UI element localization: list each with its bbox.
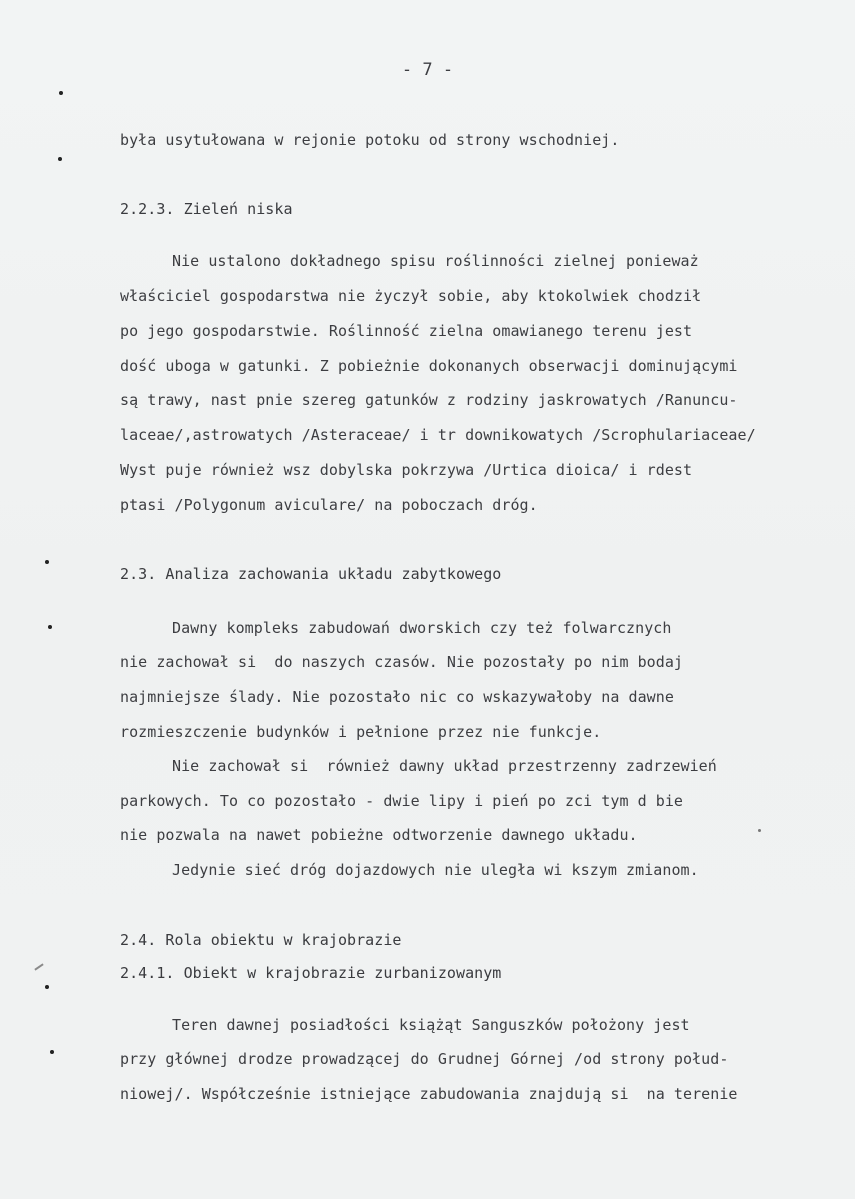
body-line: najmniejsze ślady. Nie pozostało nic co wskazywałoby na dawne (120, 688, 674, 706)
body-line: Teren dawnej posiadłości książąt Sanguszków położony jest (172, 1016, 690, 1034)
margin-dot (45, 985, 49, 989)
body-line: przy głównej drodze prowadzącej do Grudnej Górnej /od strony połud- (120, 1050, 729, 1068)
body-line: Nie ustalono dokładnego spisu roślinności zielnej ponieważ (172, 252, 699, 270)
body-line: parkowych. To co pozostało - dwie lipy i pień po zci tym d bie (120, 792, 684, 810)
section-heading: 2.4. Rola obiektu w krajobrazie (120, 931, 402, 949)
body-line: nie zachował si do naszych czasów. Nie pozostały po nim bodaj (120, 653, 684, 671)
body-line: Wyst puje również wsz dobylska pokrzywa /Urtica dioica/ i rdest (120, 461, 693, 479)
body-line: niowej/. Współcześnie istniejące zabudowania znajdują si na terenie (120, 1085, 738, 1103)
margin-dot (50, 1050, 54, 1054)
section-heading: 2.2.3. Zieleń niska (120, 200, 293, 218)
margin-dot (58, 157, 62, 161)
margin-dot (48, 625, 52, 629)
body-line: są trawy, nast pnie szereg gatunków z rodziny jaskrowatych /Ranuncu- (120, 391, 738, 409)
body-line: Nie zachował si również dawny układ przestrzenny zadrzewień (172, 757, 717, 775)
margin-dot (45, 560, 49, 564)
section-heading: 2.3. Analiza zachowania układu zabytkowego (120, 565, 502, 583)
margin-dot (59, 91, 63, 95)
body-line: ptasi /Polygonum aviculare/ na poboczach dróg. (120, 496, 538, 514)
page-number: - 7 - (401, 60, 454, 80)
body-line: rozmieszczenie budynków i pełnione przez nie funkcje. (120, 723, 602, 741)
body-line: właściciel gospodarstwa nie życzył sobie, aby ktokolwiek chodził (120, 287, 702, 305)
body-line: była usytułowana w rejonie potoku od strony wschodniej. (120, 131, 620, 149)
faint-dot (758, 829, 761, 832)
body-line: laceae/,astrowatych /Asteraceae/ i tr downikowatych /Scrophulariaceae/ (120, 426, 756, 444)
body-line: dość uboga w gatunki. Z pobieżnie dokonanych obserwacji dominującymi (120, 357, 738, 375)
body-line: Jedynie sieć dróg dojazdowych nie uległa wi kszym zmianom. (172, 861, 699, 879)
subsection-heading: 2.4.1. Obiekt w krajobrazie zurbanizowanym (120, 964, 502, 982)
body-line: po jego gospodarstwie. Roślinność zielna omawianego terenu jest (120, 322, 693, 340)
body-line: nie pozwala na nawet pobieżne odtworzenie dawnego układu. (120, 826, 638, 844)
pencil-mark (34, 963, 43, 970)
body-line: Dawny kompleks zabudowań dworskich czy też folwarcznych (172, 619, 672, 637)
